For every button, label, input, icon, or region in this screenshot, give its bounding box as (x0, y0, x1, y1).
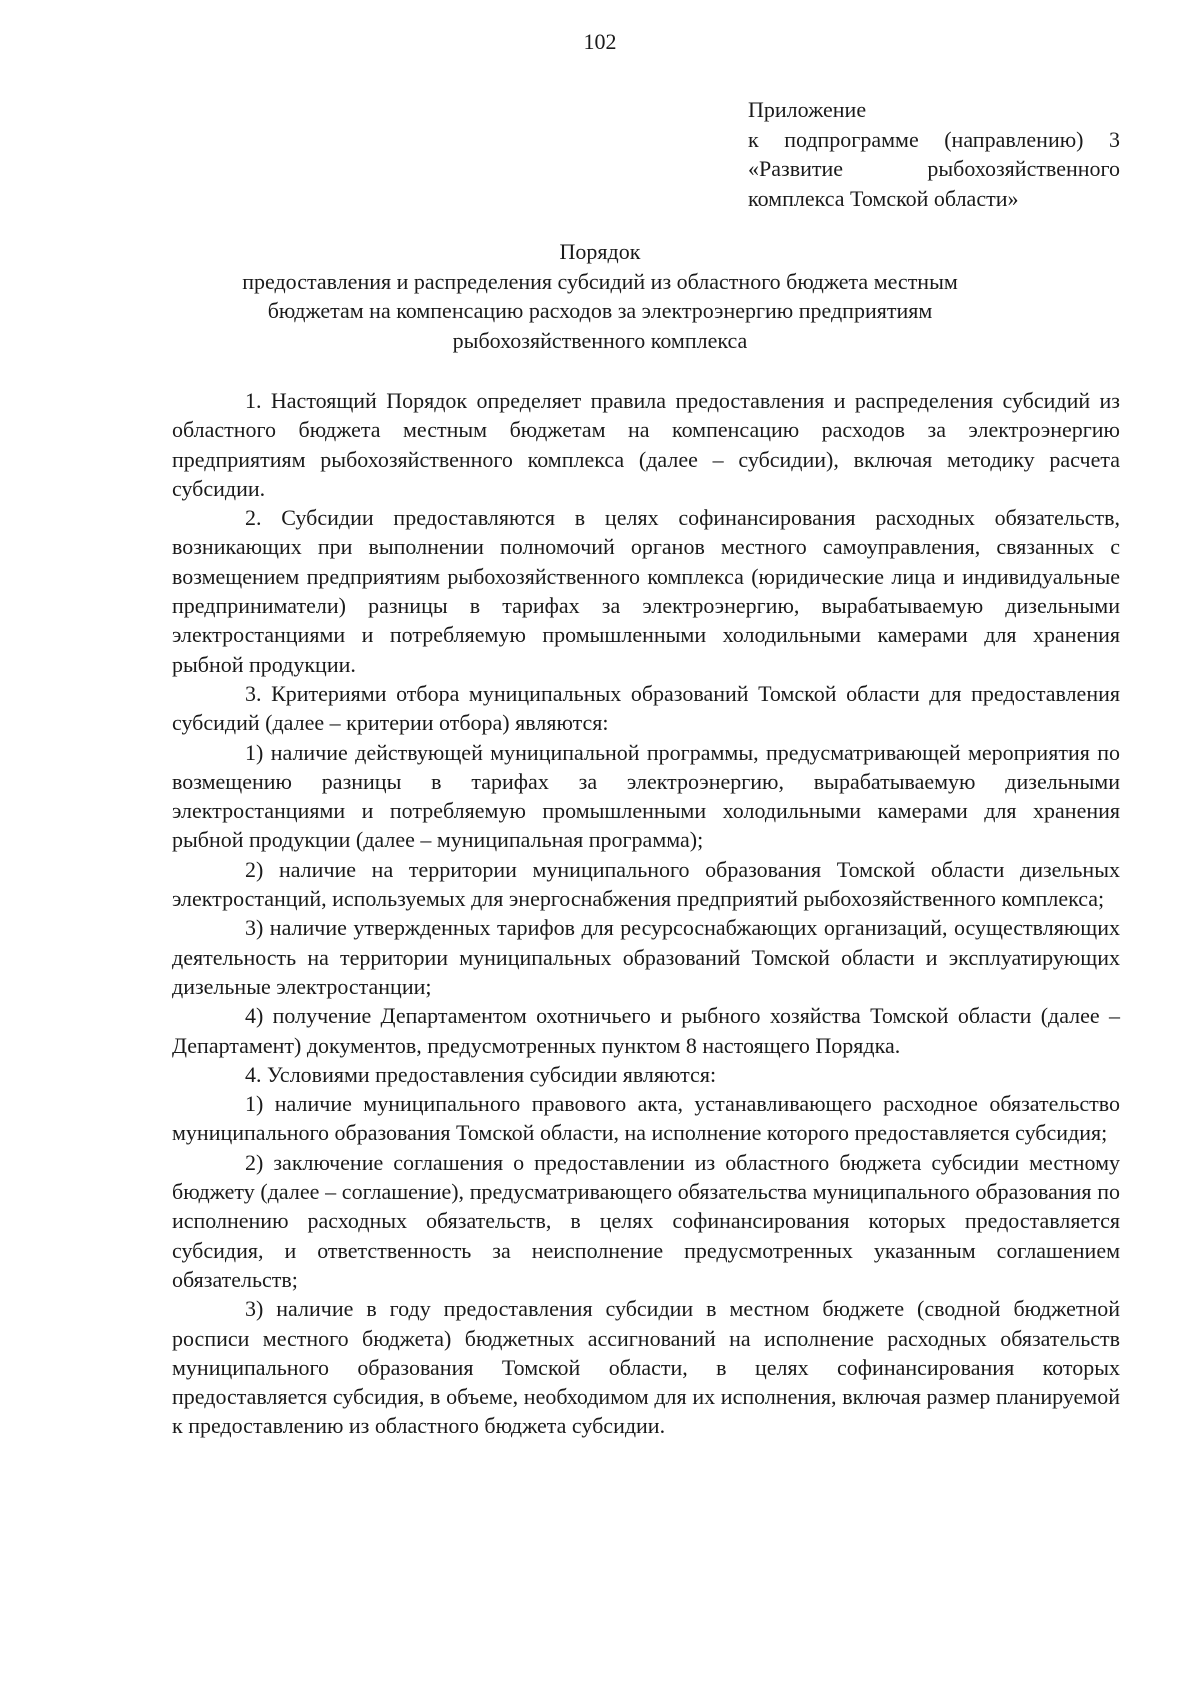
paragraph-clause-4-item-2: 2) заключение соглашения о предоставлении из областного бюджета субсидии местному бюджету (далее – соглашение), предусматривающего обязательства муниципального образования по исполнению расходных обязательств, в целях софинансирования которых предоставляется субсидия, и ответственность за неисполнение предусмотренных указанным соглашением обязательств; (172, 1149, 1120, 1292)
paragraph-clause-4-item-1: 1) наличие муниципального правового акта, устанавливающего расходное обязательство муниципального образования Томской области, на исполнение которого предоставляется субсидия; (172, 1091, 1120, 1146)
paragraph-clause-4-item-3: 3) наличие в году предоставления субсидии в местном бюджете (сводной бюджетной росписи местного бюджета) бюджетных ассигнований на исполнение расходных обязательств муниципального образования Томской области, в целях софинансирования которых предоставляется субсидия, в объеме, необходимом для их исполнения, включая размер планируемой к предоставлению из областного бюджета субсидии. (172, 1296, 1120, 1439)
paragraph-clause-3-item-2: 2) наличие на территории муниципального образования Томской области дизельных электростанций, используемых для энергоснабжения предприятий рыбохозяйственного комплекса; (172, 856, 1120, 912)
appendix-line: Приложение (748, 97, 867, 122)
paragraph-clause-4: 4. Условиями предоставления субсидии являются: (245, 1061, 717, 1087)
appendix-line: «Развитие рыбохозяйственного (748, 156, 1120, 181)
title-line: Порядок (559, 239, 641, 264)
paragraph-clause-3-item-3: 3) наличие утвержденных тарифов для ресурсоснабжающих организаций, осуществляющих деятельность на территории муниципальных образований Томской области и эксплуатирующих дизельные электростанции; (172, 915, 1120, 999)
document-title (200, 237, 1000, 355)
document-body (172, 386, 1120, 1441)
page-number: 102 (583, 29, 617, 54)
paragraph-clause-2: 2. Субсидии предоставляются в целях софинансирования расходных обязательств, возникающих при выполнении полномочий органов местного самоуправления, связанных с возмещением предприятиям рыбохозяйственного комплекса (юридические лица и индивидуальные предприниматели) разницы в тарифах за электроэнергию, вырабатываемую дизельными электростанциями и потребляемую промышленными холодильными камерами для хранения рыбной продукции. (172, 505, 1120, 677)
paragraph-clause-3-item-4: 4) получение Департаментом охотничьего и рыбного хозяйства Томской области (далее – Департамент) документов, предусмотренных пунктом 8 настоящего Порядка. (172, 1003, 1120, 1058)
title-line: рыбохозяйственного комплекса (452, 327, 748, 353)
appendix-line: к подпрограмме (направлению) 3 (748, 126, 1120, 152)
title-line: предоставления и распределения субсидий из областного бюджета местным (242, 268, 958, 294)
appendix-block (748, 95, 1120, 213)
paragraph-clause-3-item-1: 1) наличие действующей муниципальной программы, предусматривающей мероприятия по возмещению разницы в тарифах за электроэнергию, вырабатываемую дизельными электростанциями и потребляемую промышленными холодильными камерами для хранения рыбной продукции (далее – муниципальная программа); (172, 739, 1120, 853)
paragraph-clause-1: 1. Настоящий Порядок определяет правила предоставления и распределения субсидий из областного бюджета местным бюджетам на компенсацию расходов за электроэнергию предприятиям рыбохозяйственного комплекса (далее – субсидии), включая методику расчета субсидии. (172, 388, 1120, 501)
appendix-line: комплекса Томской области» (748, 185, 1019, 211)
title-line: бюджетам на компенсацию расходов за электроэнергию предприятиям (267, 298, 933, 323)
paragraph-clause-3: 3. Критериями отбора муниципальных образований Томской области для предоставления субсидий (далее – критерии отбора) являются: (172, 680, 1120, 736)
